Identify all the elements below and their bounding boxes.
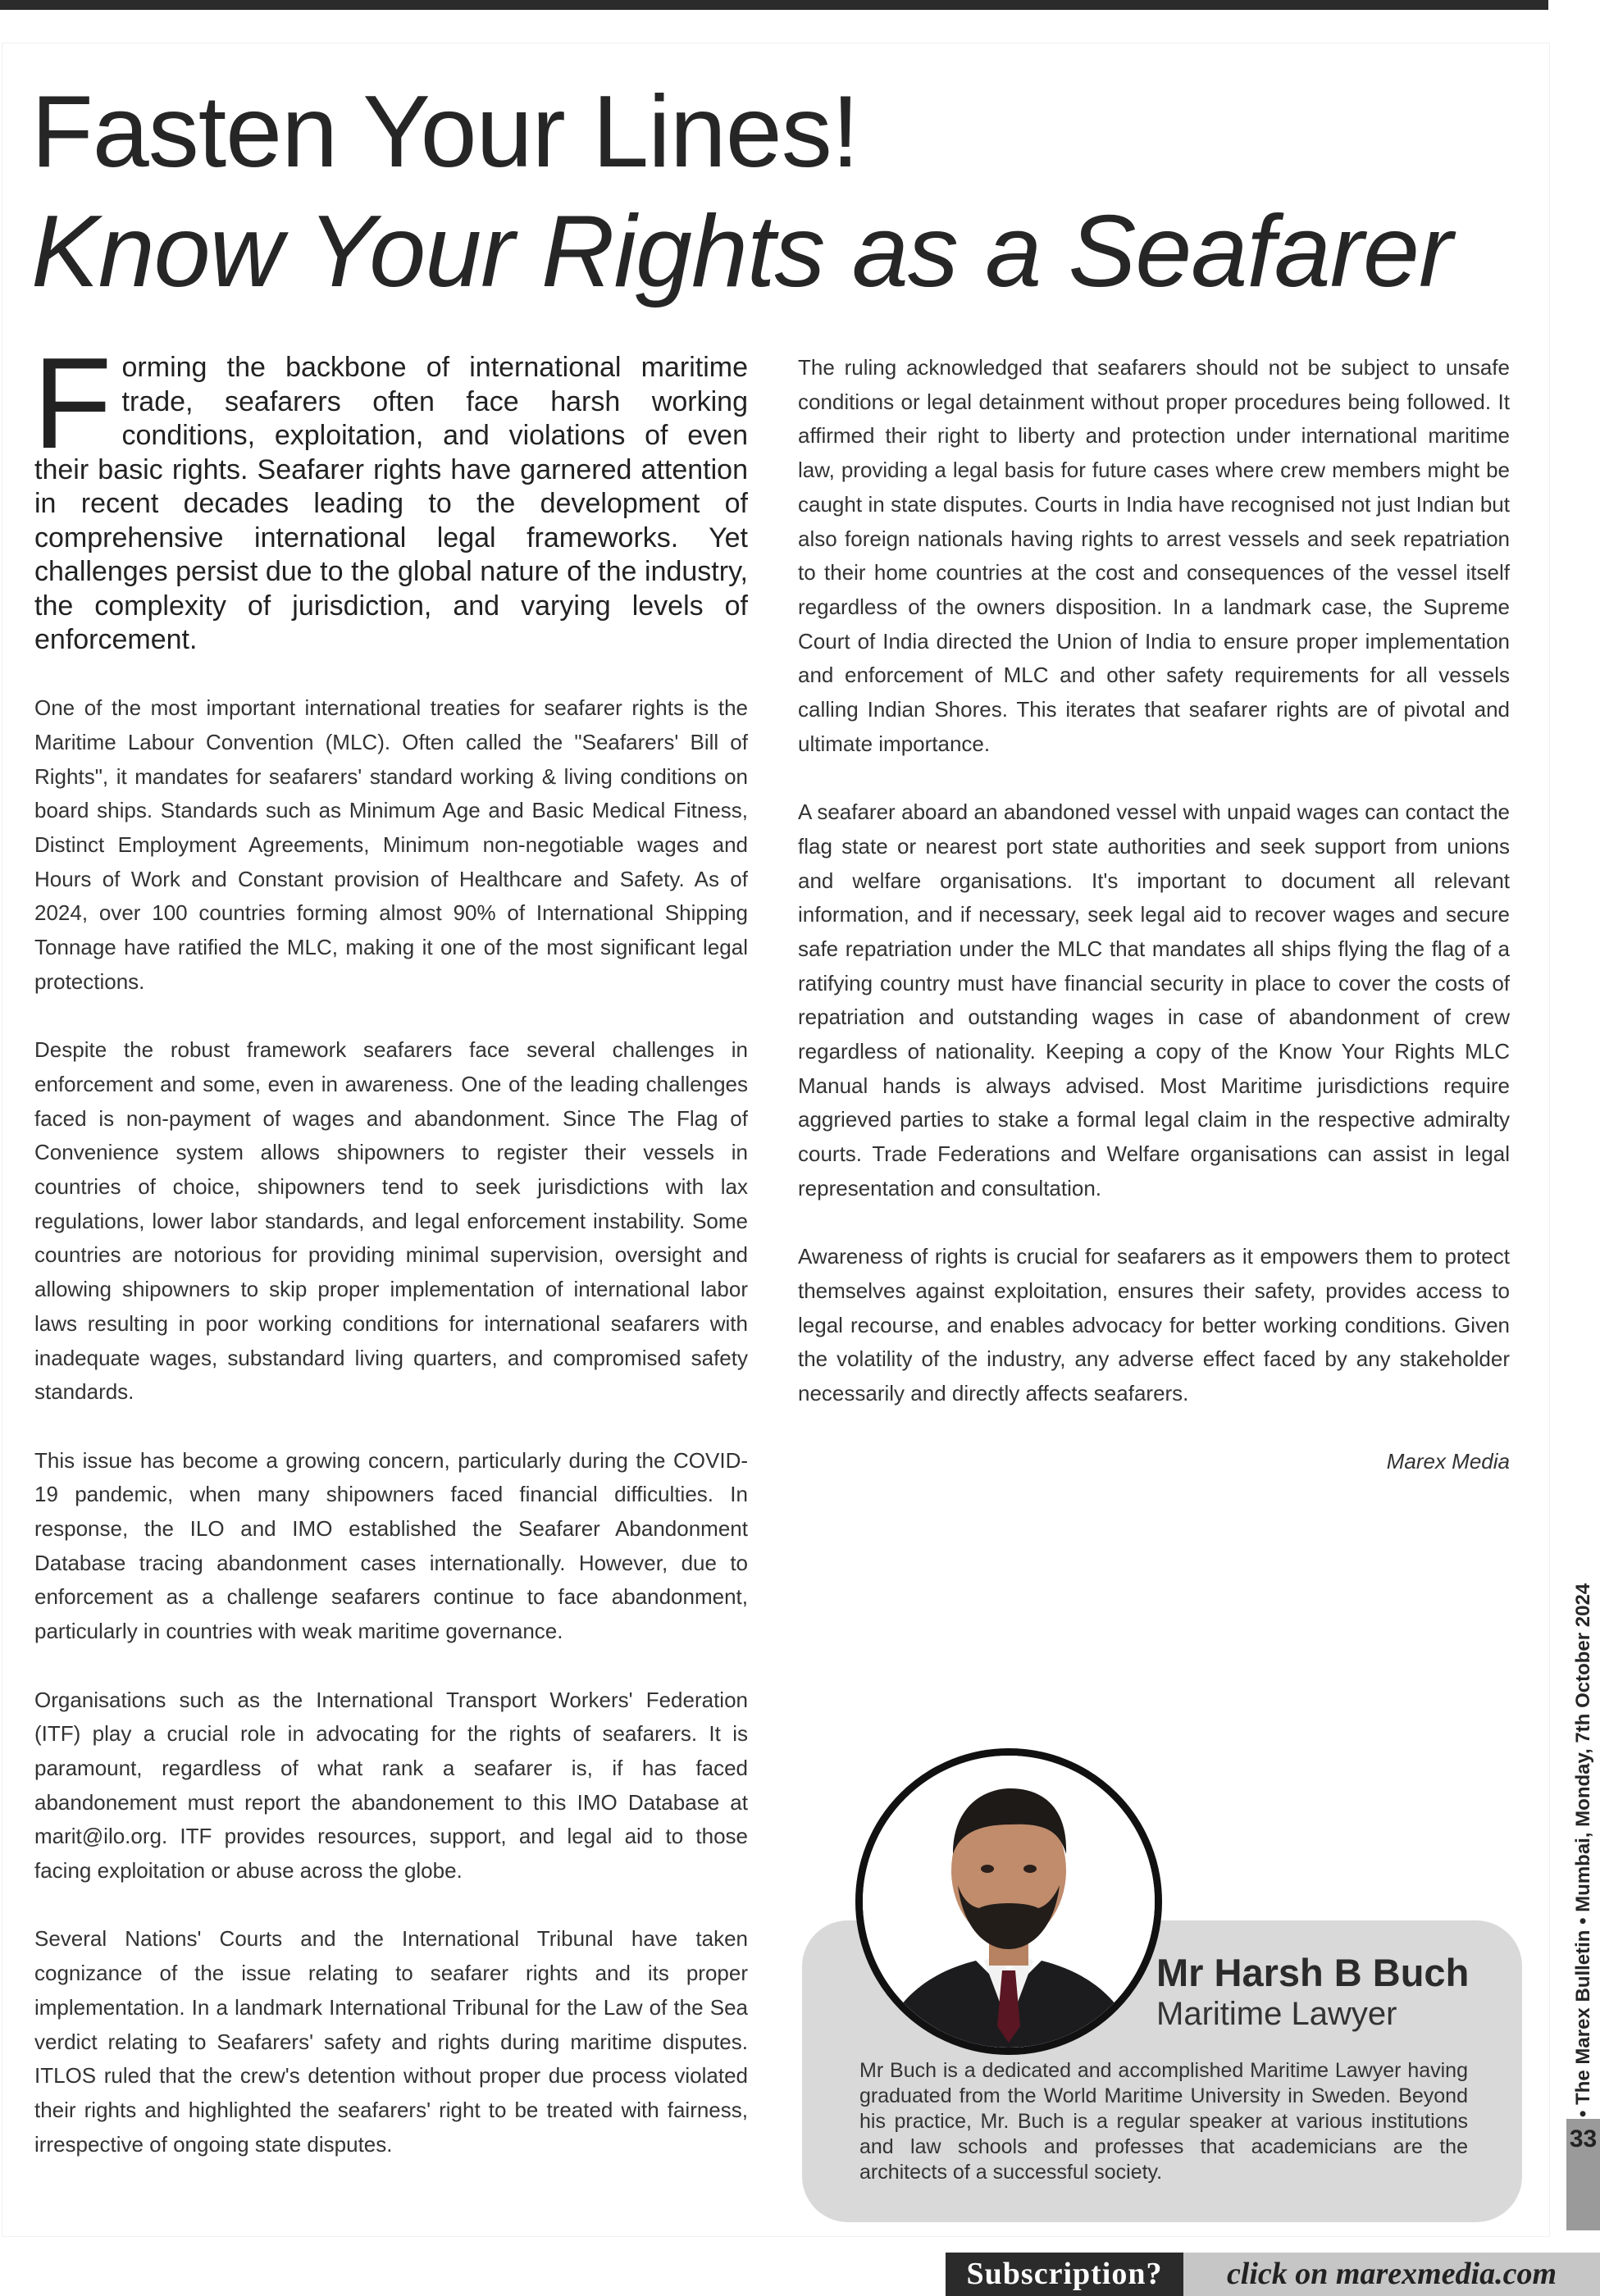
left-paragraph-5: Several Nations' Courts and the International Tribunal have taken cognizance of the issue relating to seafarer rights and its proper implementation. In a landmark International Tribunal for the Law of the Sea verdict relating to Seafarers' safety and rights during maritime disputes. ITLOS ruled that the crew's detention without proper due process violated their rights and highlighted the seafarers' right to be treated with fairness, irrespective of ongoing state disputes. — [34, 1926, 748, 2157]
left-paragraph-2: Despite the robust framework seafarers face several challenges in enforcement and some, even in awareness. One of the leading challenges faced is non-payment of wages and abandonment. Since The Flag of Convenience system allows shipowners to register their vessels in countries of choice, shipowners tend to seek jurisdictions with lax regulations, lower labor standards, and legal enforcement instability. Some countries are notorious for providing minimal supervision, oversight and allowing shipowners to skip proper implementation of international labor laws resulting in poor working conditions for international seafarers with inadequate wages, substandard living quarters, and compromised safety standards. — [34, 1037, 748, 1405]
article-signature: Marex Media — [1386, 1449, 1510, 1474]
author-name: Mr Harsh B Buch — [1156, 1951, 1470, 1994]
right-column — [798, 351, 1510, 1479]
subscription-banner[interactable]: Subscription? — [946, 2253, 1183, 2296]
top-rule — [0, 0, 1548, 10]
sidebar-publication-text: • The Marex Bulletin • Mumbai, Monday, 7th October 2024 — [1572, 1583, 1594, 2117]
author-role: Maritime Lawyer — [1156, 1996, 1397, 2032]
page-number: 33 — [1569, 2125, 1598, 2152]
title-line-1: Fasten Your Lines! — [31, 75, 859, 189]
intro-text: orming the backbone of international maritime trade, seafarers often face harsh working conditions, exploitation, and violations of even their basic rights. Seafarer rights have garnered attention in recent decades leading to the development of comprehensive international legal frameworks. Yet challenges persist due to the global nature of the industry, the complexity of jurisdiction, and varying levels of enforcement. — [34, 352, 748, 655]
intro-paragraph — [33, 331, 748, 658]
right-paragraph-2: A seafarer aboard an abandoned vessel with unpaid wages can contact the flag state or nearest port state authorities and seek support from unions and welfare organisations. It's important to document all relevant information, and if necessary, seek legal aid to recover wages and secure safe repatriation under the MLC that mandates all ships flying the flag of a ratifying country must have financial security in place to cover the costs of repatriation and outstanding wages in case of abandonment of crew regardless of nationality. Keeping a copy of the Know Your Rights MLC Manual hands is always advised. Most Maritime jurisdictions require aggrieved parties to stake a formal legal claim in the respective admiralty courts. Trade Federations and Welfare organisations can assist in legal representation and consultation. — [798, 800, 1510, 1200]
author-portrait-icon — [863, 1756, 1155, 2048]
subscription-link[interactable]: click on marexmedia.com — [1183, 2253, 1600, 2296]
right-paragraph-1: The ruling acknowledged that seafarers should not be subject to unsafe conditions or legal detainment without proper procedures being followed. It affirmed their right to liberty and protection under international maritime law, providing a legal basis for future cases where crew members might be caught in state disputes. Courts in India have recognised not just Indian but also foreign nationals having rights to arrest vessels and seek repatriation to their home countries at the cost and consequences of the vessel itself regardless of the owners disposition. In a landmark case, the Supreme Court of India directed the Union of India to ensure proper implementation and enforcement of MLC and other safety requirements for all vessels calling Indian Shores. This iterates that seafarer rights are of pivotal and ultimate importance. — [798, 355, 1510, 756]
title-line-2: Know Your Rights as a Seafarer — [31, 195, 1452, 308]
author-bio: Mr Buch is a dedicated and accomplished Maritime Lawyer having graduated from the World Maritime University in Sweden. Beyond his practice, Mr. Buch is a regular speaker at various institutions and law schools and professes that academicians are the architects of a successful society. — [859, 2059, 1468, 2184]
drop-cap: F — [33, 331, 112, 476]
left-paragraph-1: One of the most important international treaties for seafarer rights is the Maritime Labour Convention (MLC). Often called the "Seafarers' Bill of Rights", it mandates for seafarers' standard working & living conditions on board ships. Standards such as Minimum Age and Basic Medical Fitness, Distinct Employment Agreements, Minimum non-negotiable wages and Hours of Work and Constant provision of Healthcare and Safety. As of 2024, over 100 countries forming almost 90% of International Shipping Tonnage have ratified the MLC, making it one of the most significant legal protections. — [34, 695, 748, 994]
author-photo — [855, 1748, 1162, 2055]
left-paragraph-3: This issue has become a growing concern, particularly during the COVID-19 pandemic, when many shipowners faced financial difficulties. In response, the ILO and IMO established the Seafarer Abandonment Database tracing abandonment cases internationally. However, due to enforcement as a challenge seafarers continue to face abandonment, particularly in countries with weak maritime governance. — [34, 1447, 748, 1644]
left-column — [33, 331, 748, 2162]
left-paragraph-4: Organisations such as the International Transport Workers' Federation (ITF) play a crucial role in advocating for the rights of seafarers. It is paramount, regardless of what rank a seafarer is, if has faced abandonement must report the abandonement to this IMO Database at marit@ilo.org. ITF provides resources, support, and legal aid to those facing exploitation or abuse across the globe. — [34, 1687, 748, 1884]
article-title — [31, 72, 1452, 312]
right-paragraph-3: Awareness of rights is crucial for seafarers as it empowers them to protect themselves against exploitation, ensures their safety, provides access to legal recourse, and enables advocacy for better working conditions. Given the volatility of the industry, any adverse effect faced by any stakeholder necessarily and directly affects seafarers. — [798, 1244, 1510, 1406]
